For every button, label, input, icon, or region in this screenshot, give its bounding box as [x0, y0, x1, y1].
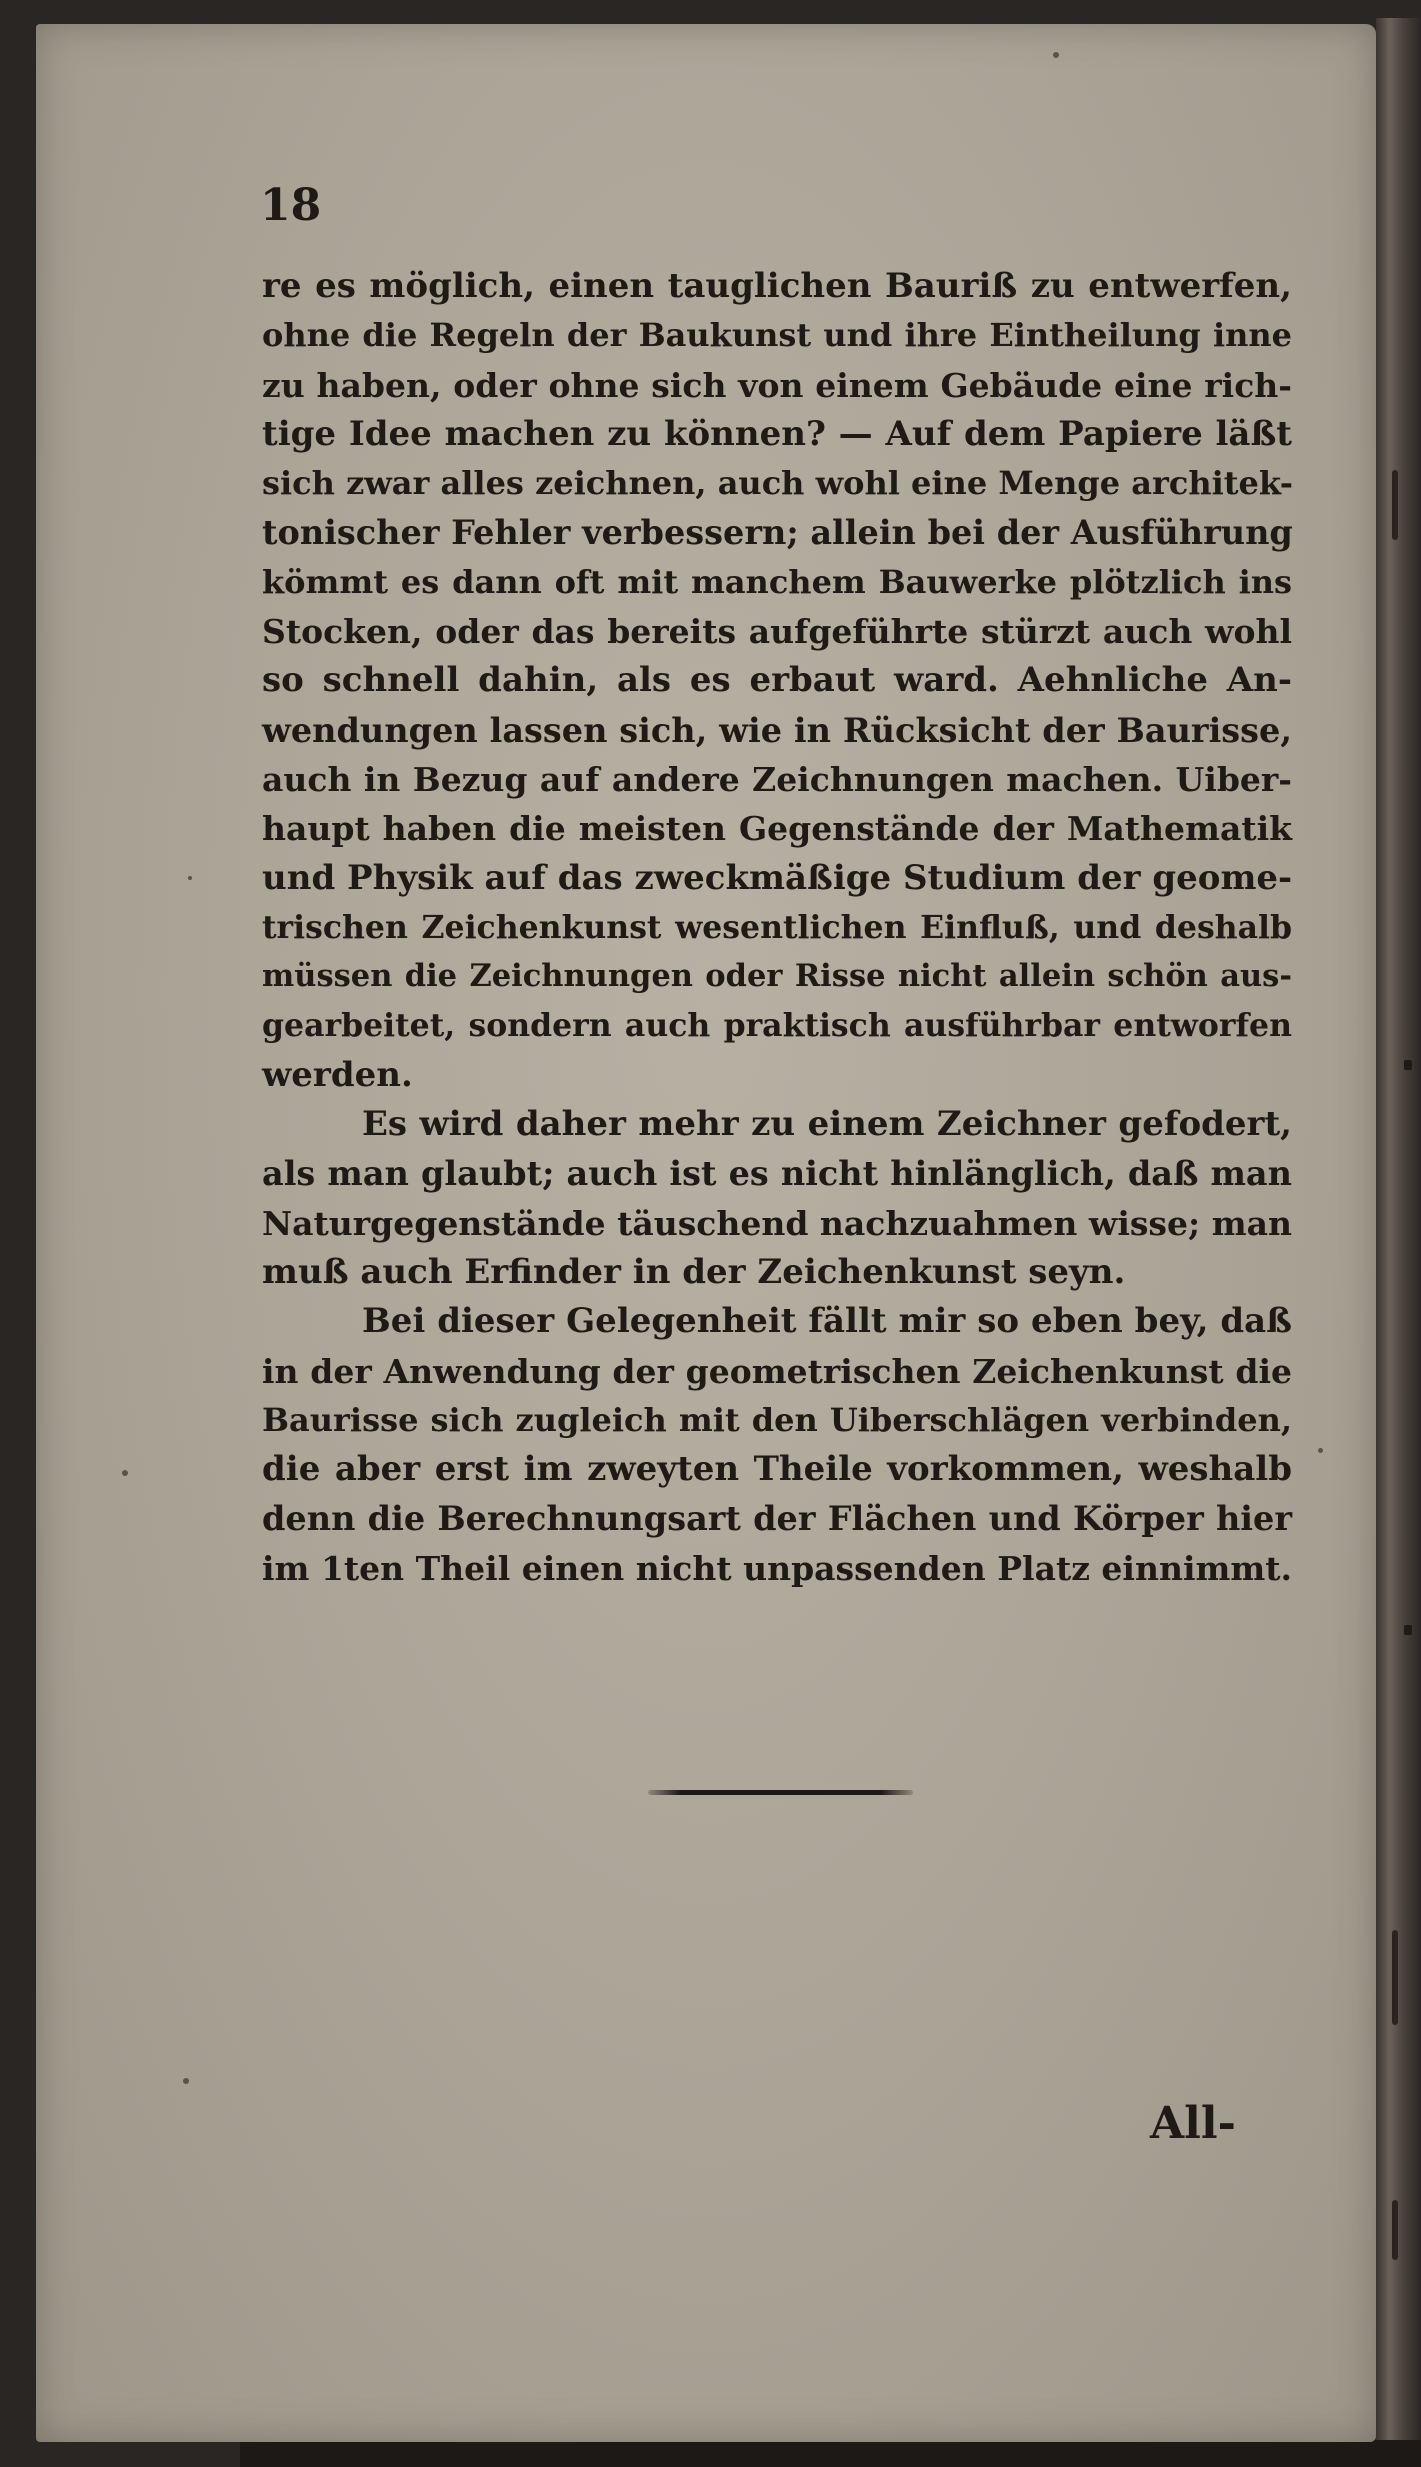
text-line: zu haben, oder ohne sich von einem Gebäude eine rich-	[262, 365, 1292, 405]
paper-speck	[1053, 52, 1059, 58]
text-line: muß auch Erfinder in der Zeichenkunst seyn.	[262, 1251, 1126, 1292]
margin-mark	[1392, 470, 1398, 540]
body-text	[262, 262, 1292, 1593]
paper-speck	[188, 876, 192, 880]
text-line: und Physik auf das zweckmäßige Studium der geome-	[262, 857, 1293, 898]
margin-mark	[1392, 2200, 1398, 2260]
text-line: in der Anwendung der geometrischen Zeichenkunst die	[262, 1351, 1292, 1391]
text-line: tige Idee machen zu können? — Auf dem Papiere läßt	[262, 413, 1292, 454]
text-line: re es möglich, einen tauglichen Bauriß zu entwerfen,	[262, 266, 1292, 306]
text-line: Baurisse sich zugleich mit den Uiberschlägen verbinden,	[262, 1400, 1292, 1439]
text-line: Stocken, oder das bereits aufgeführte stürzt auch wohl	[262, 612, 1292, 652]
margin-mark	[1392, 1930, 1398, 2025]
text-line: die aber erst im zweyten Theile vorkommen, weshalb	[262, 1449, 1292, 1490]
text-line: werden.	[262, 1054, 413, 1095]
section-divider-rule	[648, 1790, 913, 1795]
text-line: im 1ten Theil einen nicht unpassenden Platz einnimmt.	[262, 1548, 1293, 1588]
text-line: Naturgegenstände täuschend nachzuahmen wisse; man	[262, 1203, 1292, 1243]
catchword: All-	[1150, 2098, 1236, 2149]
text-line: denn die Berechnungsart der Flächen und Körper hier	[262, 1499, 1292, 1539]
page-number: 18	[260, 180, 322, 231]
text-line: so schnell dahin, als es erbaut ward. Aehnliche An-	[262, 660, 1292, 701]
text-line: Es wird daher mehr zu einem Zeichner gefodert,	[362, 1104, 1292, 1145]
book-spine-edge	[1376, 18, 1421, 2448]
text-line: müssen die Zeichnungen oder Risse nicht allein schön aus-	[262, 958, 1292, 995]
text-line: sich zwar alles zeichnen, auch wohl eine Menge architek-	[262, 464, 1294, 503]
text-line: Bei dieser Gelegenheit fällt mir so eben bey, daß	[362, 1301, 1292, 1342]
paper-speck	[1404, 1625, 1412, 1635]
paper-speck	[1404, 1060, 1412, 1070]
text-line: kömmt es dann oft mit manchem Bauwerke plötzlich ins	[262, 562, 1292, 601]
text-line: ohne die Regeln der Baukunst und ihre Eintheilung inne	[262, 316, 1292, 355]
text-line: gearbeitet, sondern auch praktisch ausführbar entworfen	[262, 1007, 1292, 1045]
text-line: trischen Zeichenkunst wesentlichen Einfluß, und deshalb	[262, 908, 1292, 946]
page-bottom-edge	[240, 2440, 1421, 2467]
paper-speck	[122, 1470, 128, 1476]
text-line: tonischer Fehler verbessern; allein bei der Ausführung	[262, 513, 1293, 553]
paper-speck	[183, 2078, 189, 2084]
text-line: auch in Bezug auf andere Zeichnungen machen. Uiber-	[262, 759, 1292, 799]
text-line: wendungen lassen sich, wie in Rücksicht der Baurisse,	[262, 710, 1292, 750]
text-line: als man glaubt; auch ist es nicht hinlänglich, daß man	[262, 1154, 1292, 1194]
paper-speck	[1318, 1448, 1323, 1453]
text-line: haupt haben die meisten Gegenstände der Mathematik	[262, 809, 1292, 849]
